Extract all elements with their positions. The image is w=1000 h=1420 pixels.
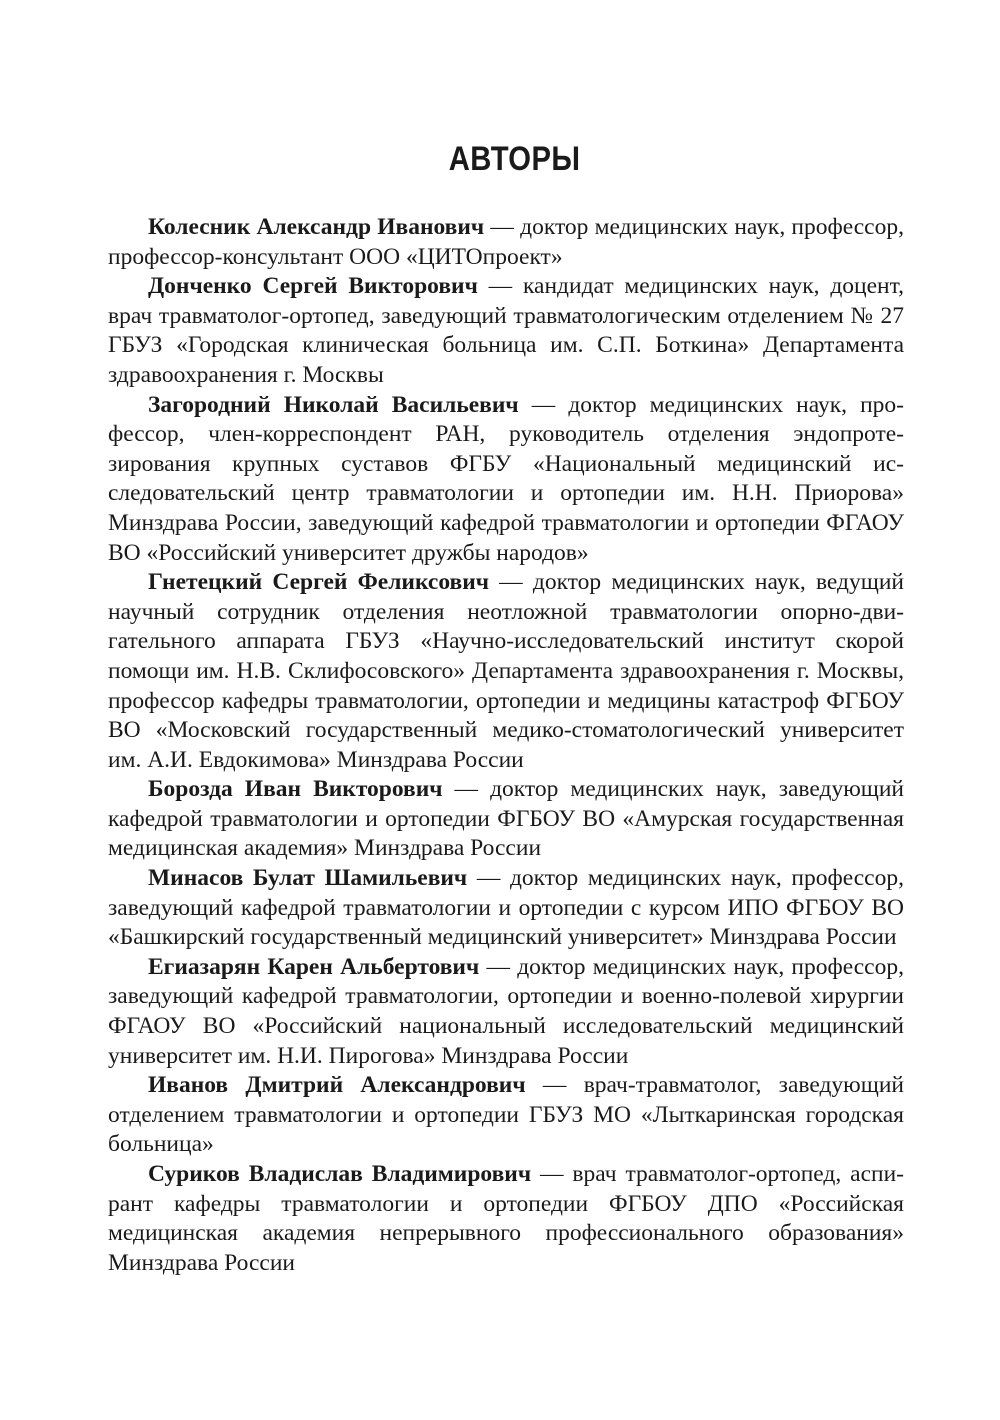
author-description: — доктор медицинских наук, профессор, заведующий кафедрой травматологии и ортопедии с курсом ИПО ФГБОУ ВО «Башкирский государственный медицинский университет» Минздрава России (108, 865, 904, 951)
author-name: Загородний Николай Васильевич (148, 391, 519, 418)
author-name: Егиазарян Карен Альбертович (148, 953, 480, 980)
author-entry (108, 272, 904, 390)
author-description: — доктор медицинских наук, профессор, член-корреспондент РАН, руководитель отделения эндопротезирования крупных суставов ФГБУ «Национальный медицинский исследовательский центр травматологии и ортопедии им. Н.Н. Приорова» Минздрава России, заведующий кафедрой травматологии и ортопедии ФГАОУ ВО «Российский университет дружбы народов» (108, 391, 904, 566)
author-entry (108, 213, 904, 272)
author-name: Донченко Сергей Викторович (148, 273, 478, 300)
author-list (108, 213, 904, 1278)
author-description: — кандидат медицинских наук, доцент, врач травматолог-ортопед, заведующий травматологическим отделением № 27 ГБУЗ «Городская клиническая больница им. С.П. Боткина» Департамента здравоохранения г. Москвы (108, 273, 904, 388)
author-name: Колесник Александр Иванович (148, 214, 485, 240)
document-page (108, 140, 904, 1278)
author-entry (108, 1071, 904, 1160)
author-description: — доктор медицинских наук, ведущий научный сотрудник отделения неотложной травматологии опорно-двигательного аппарата ГБУЗ «Научно-исследовательский институт скорой помощи им. Н.В. Склифосовского» Департамента здравоохранения г. Москвы, профессор кафедры травматологии, ортопедии и медицины катастроф ФГБОУ ВО «Московский государственный медико-стоматологический университет им. А.И. Евдокимова» Минздрава России (108, 569, 905, 773)
author-name: Иванов Дмитрий Александрович (148, 1072, 526, 1099)
author-name: Минасов Булат Шамильевич (148, 865, 468, 892)
author-entry (108, 864, 904, 953)
author-entry (108, 1160, 904, 1278)
author-entry (108, 953, 904, 1071)
page-title: АВТОРЫ (448, 140, 581, 178)
author-name: Суриков Владислав Владимирович (148, 1161, 532, 1187)
author-description: — доктор медицинских наук, профессор, профессор-консультант ООО «ЦИТОпроект» (108, 214, 904, 270)
author-name: Гнетецкий Сергей Феликсович (148, 569, 489, 596)
author-description: — доктор медицинских наук, профессор, заведующий кафедрой травматологии, ортопедии и военно-полевой хирургии ФГАОУ ВО «Российский национальный исследовательский медицинский университет им. Н.И. Пирогова» Минздрава России (108, 953, 904, 1069)
author-entry (108, 568, 904, 775)
author-description: — врач травматолог-ортопед, аспирант кафедры травматологии и ортопедии ФГБОУ ДПО «Российская медицинская академия непрерывного профессионального образования» Минздрава России (108, 1161, 904, 1276)
author-description: — доктор медицинских наук, заведующий кафедрой травматологии и ортопедии ФГБОУ ВО «Амурская государственная медицинская академия» Минздрава России (108, 776, 905, 862)
author-entry (108, 391, 904, 569)
author-description: — врач-травматолог, заведующий отделением травматологии и ортопедии ГБУЗ МО «Лыткаринская городская больница» (108, 1072, 904, 1158)
author-name: Борозда Иван Викторович (148, 776, 443, 803)
author-entry (108, 775, 904, 864)
